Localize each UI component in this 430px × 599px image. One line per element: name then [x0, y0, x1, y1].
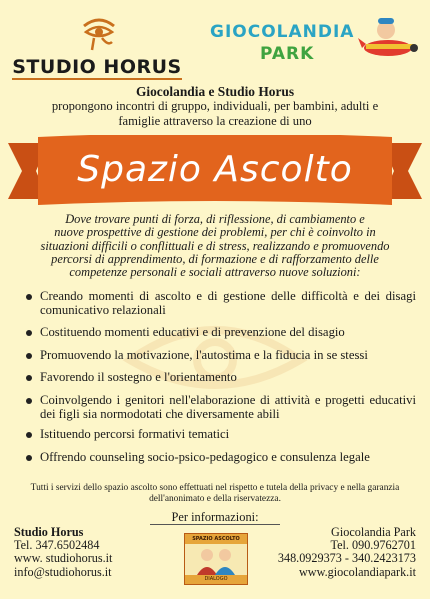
contact-studio-horus [14, 526, 164, 579]
intro-text [20, 84, 410, 129]
note-line: Tutti i servizi dello spazio ascolto sono effettuati nel rispetto e tutela della privacy e nella garanzia [30, 483, 400, 493]
contact-phone: Tel. 090.9762701 [330, 538, 416, 553]
airplane-icon [358, 8, 420, 68]
info-title: Per informazioni: [171, 510, 259, 524]
list-item [24, 290, 416, 317]
bullet-icon [26, 294, 32, 300]
park-wordmark: PARK [260, 44, 315, 64]
intro-line: famiglie attraverso la creazione di uno [118, 114, 312, 128]
spazio-ascolto-banner [8, 135, 422, 207]
list-item [24, 451, 416, 465]
giocolandia-wordmark: GIOCOLANDIA [210, 22, 355, 42]
bullet-icon [26, 353, 32, 359]
bullet-icon [26, 398, 32, 404]
horus-eye-icon [82, 12, 116, 52]
bullet-icon [26, 455, 32, 461]
mini-logo-caption: DIALOGO [185, 575, 247, 584]
bullet-icon [26, 330, 32, 336]
studio-horus-logo [12, 12, 182, 77]
description-line: Dove trovare punti di forza, di riflessione, di cambiamento e [65, 212, 365, 226]
contact-email-link[interactable]: info@studiohorus.it [14, 564, 112, 579]
info-divider [150, 524, 280, 525]
description-line: nuove prospettive di gestione dei problemi, per chi è coinvolto in [54, 225, 376, 240]
list-item [24, 394, 416, 421]
intro-title: Giocolandia e Studio Horus [135, 84, 295, 99]
description-line: situazioni difficili o conflittuali e di stress, realizzando e promuovendo [40, 238, 390, 253]
giocolandia-park-logo [210, 8, 420, 78]
logo-underline [12, 78, 182, 80]
list-item [24, 428, 416, 442]
list-item-text: Promuovendo la motivazione, l'autostima e la fiducia in se stessi [40, 347, 368, 362]
note-line: dell'anonimato e della riservatezza. [149, 494, 281, 504]
banner-title: Spazio Ascolto [77, 149, 353, 190]
list-item-text: Coinvolgendo i genitori nell'elaborazione di attività e progetti educativi dei figli sia normodotati che diversamente abili [40, 392, 416, 421]
contact-website-link[interactable]: www. studiohorus.it [14, 551, 113, 566]
bullet-icon [26, 375, 32, 381]
contact-website-link[interactable]: www.giocolandiapark.it [299, 564, 416, 579]
contact-name: Studio Horus [14, 525, 84, 539]
contact-phone: Tel. 347.6502484 [14, 538, 100, 553]
services-list [24, 290, 416, 473]
contact-giocolandia-park [246, 526, 416, 579]
bullet-icon [26, 432, 32, 438]
list-item-text: Favorendo il sostegno e l'orientamento [40, 370, 237, 385]
description [18, 213, 412, 279]
contact-mobiles: 348.0929373 - 340.2423173 [277, 551, 416, 566]
spazio-ascolto-mini-logo [184, 533, 248, 585]
list-item [24, 326, 416, 340]
list-item [24, 371, 416, 385]
privacy-note [14, 483, 416, 505]
list-item-text: Creando momenti di ascolto e di gestione delle difficoltà e dei disagi comunicativo relazionali [40, 289, 416, 317]
description-line: competenze personali e sociali attraverso nuove soluzioni: [69, 265, 361, 280]
description-line: percorsi di apprendimento, di formazione e di rafforzamento delle [51, 251, 379, 266]
list-item-text: Offrendo counseling socio-psico-pedagogico e consulenza legale [40, 449, 370, 464]
list-item-text: Istituendo percorsi formativi tematici [40, 427, 230, 442]
list-item-text: Costituendo momenti educativi e di prevenzione del disagio [40, 325, 345, 340]
list-item [24, 349, 416, 363]
mini-logo-title: SPAZIO ASCOLTO [185, 534, 247, 544]
contact-name: Giocolandia Park [331, 525, 416, 539]
studio-horus-wordmark: STUDIO HORUS [12, 56, 182, 78]
intro-line: propongono incontri di gruppo, individuali, per bambini, adulti e [51, 99, 379, 113]
people-icon [185, 545, 247, 575]
